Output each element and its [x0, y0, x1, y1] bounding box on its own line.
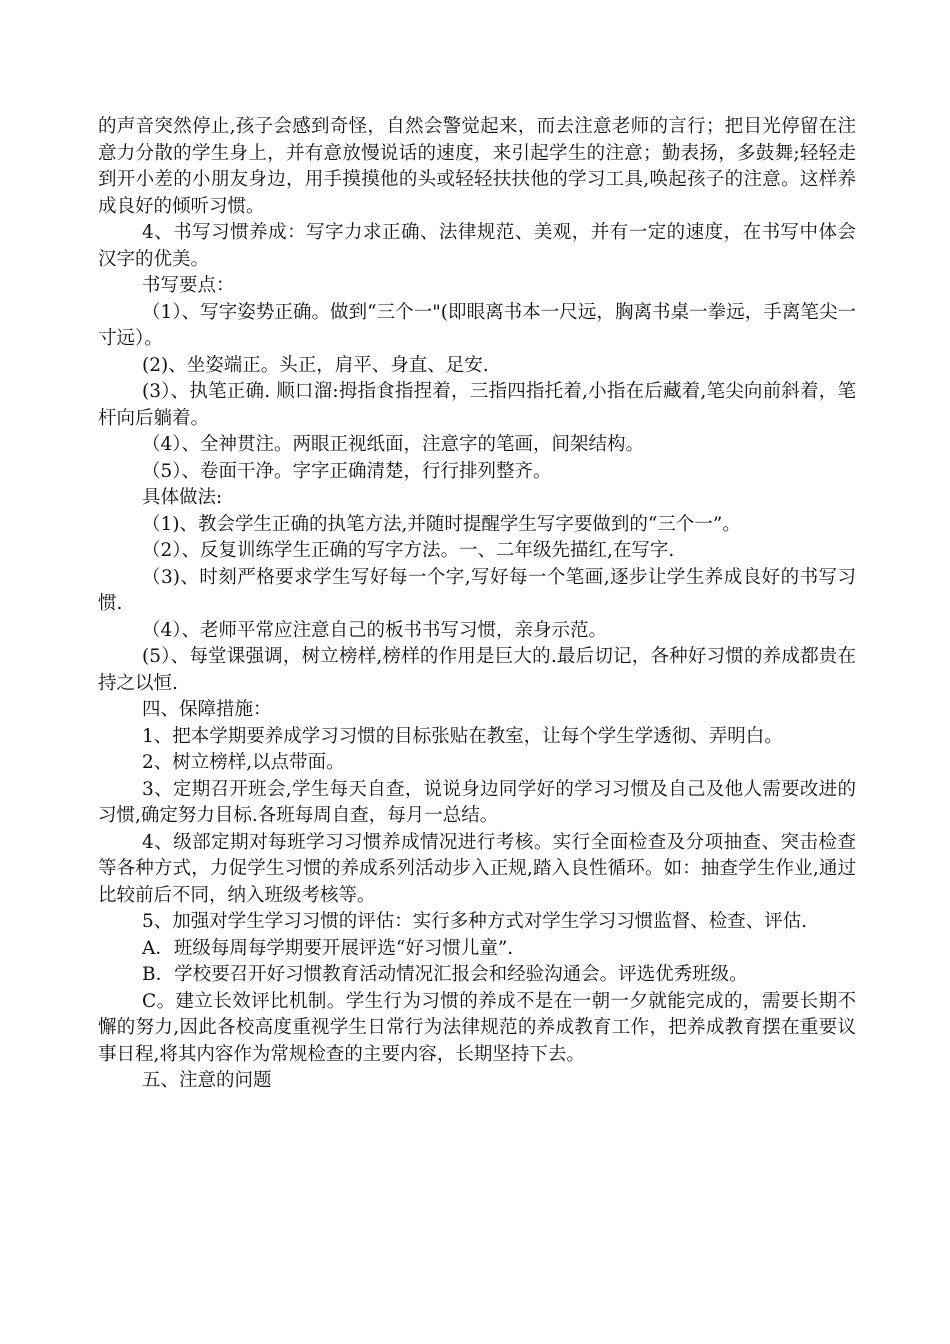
document-body: [98, 114, 856, 1095]
paragraph: 5、加强对学生学习习惯的评估：实行多种方式对学生学习习惯监督、检查、评估.: [142, 911, 808, 932]
paragraph: （4）、全神贯注。两眼正视纸面，注意字的笔画，间架结构。: [142, 434, 645, 455]
paragraph: 4、书写习惯养成：写字力求正确、法律规范、美观，并有一定的速度，在书写中体会汉字的优美。: [98, 222, 856, 270]
section-heading: 五、注意的问题: [142, 1070, 272, 1091]
section-heading: 四、保障措施：: [142, 699, 272, 720]
paragraph: （5）、卷面干净。字字正确清楚，行行排列整齐。: [142, 460, 552, 482]
paragraph: (3）、执笔正确. 顺口溜:拇指食指捏着，三指四指托着,小指在后藏着,笔尖向前斜着，笔杆向后躺着。: [98, 381, 856, 429]
paragraph: （3)、时刻严格要求学生写好每一个字,写好每一个笔画,逐步让学生养成良好的书写习惯.: [98, 566, 856, 614]
paragraph: （1）、写字姿势正确。做到“三个一"(即眼离书本一尺远，胸离书桌一拳远，手离笔尖一寸远）。: [98, 301, 856, 349]
paragraph: （4）、老师平常应注意自己的板书书写习惯，亲身示范。: [142, 619, 608, 641]
paragraph: (2)、坐姿端正。头正，肩平、身直、足安.: [142, 354, 489, 376]
paragraph: B．学校要召开好习惯教育活动情况汇报会和经验沟通会。评选优秀班级。: [142, 964, 748, 985]
paragraph: 具体做法:: [142, 487, 223, 508]
paragraph: 3、定期召开班会,学生每天自查，说说身边同学好的学习习惯及自己及他人需要改进的习惯,确定努力目标.各班每周自查，每月一总结。: [98, 778, 856, 826]
paragraph: (5）、每堂课强调，树立榜样,榜样的作用是巨大的.最后切记，各种好习惯的养成都贵在持之以恒.: [98, 646, 856, 694]
paragraph: A．班级每周每学期要开展评选“好习惯儿童”.: [142, 937, 514, 959]
paragraph: C。建立长效评比机制。学生行为习惯的养成不是在一朝一夕就能完成的，需要长期不懈的努力,因此各校高度重视学生日常行为法律规范的养成教育工作，把养成教育摆在重要议事日程,将其内容作为常规检查的主要内容，长期坚持下去。: [98, 990, 856, 1065]
paragraph: 4、级部定期对每班学习习惯养成情况进行考核。实行全面检查及分项抽查、突击检查等各种方式，力促学生习惯的养成系列活动步入正规,踏入良性循环。如：抽查学生作业,通过比较前后不同，纳入班级考核等。: [98, 831, 856, 906]
paragraph: （2）、反复训练学生正确的写字方法。一、二年级先描红,在写字.: [142, 540, 675, 561]
paragraph: （1)、教会学生正确的执笔方法,并随时提醒学生写字要做到的“三个一”。: [142, 513, 741, 535]
paragraph: 书写要点：: [142, 275, 235, 296]
paragraph: 1、把本学期要养成学习习惯的目标张贴在教室，让每个学生学透彻、弄明白。: [142, 725, 783, 747]
paragraph: 的声音突然停止,孩子会感到奇怪，自然会警觉起来，而去注意老师的言行；把目光停留在注意力分散的学生身上，并有意放慢说话的速度，来引起学生的注意；勤表扬，多鼓舞;轻轻走到开小差的小朋友身边，用手摸摸他的头或轻轻扶扶他的学习工具,唤起孩子的注意。这样养成良好的倾听习惯。: [98, 116, 856, 217]
paragraph: 2、树立榜样,以点带面。: [142, 752, 345, 773]
